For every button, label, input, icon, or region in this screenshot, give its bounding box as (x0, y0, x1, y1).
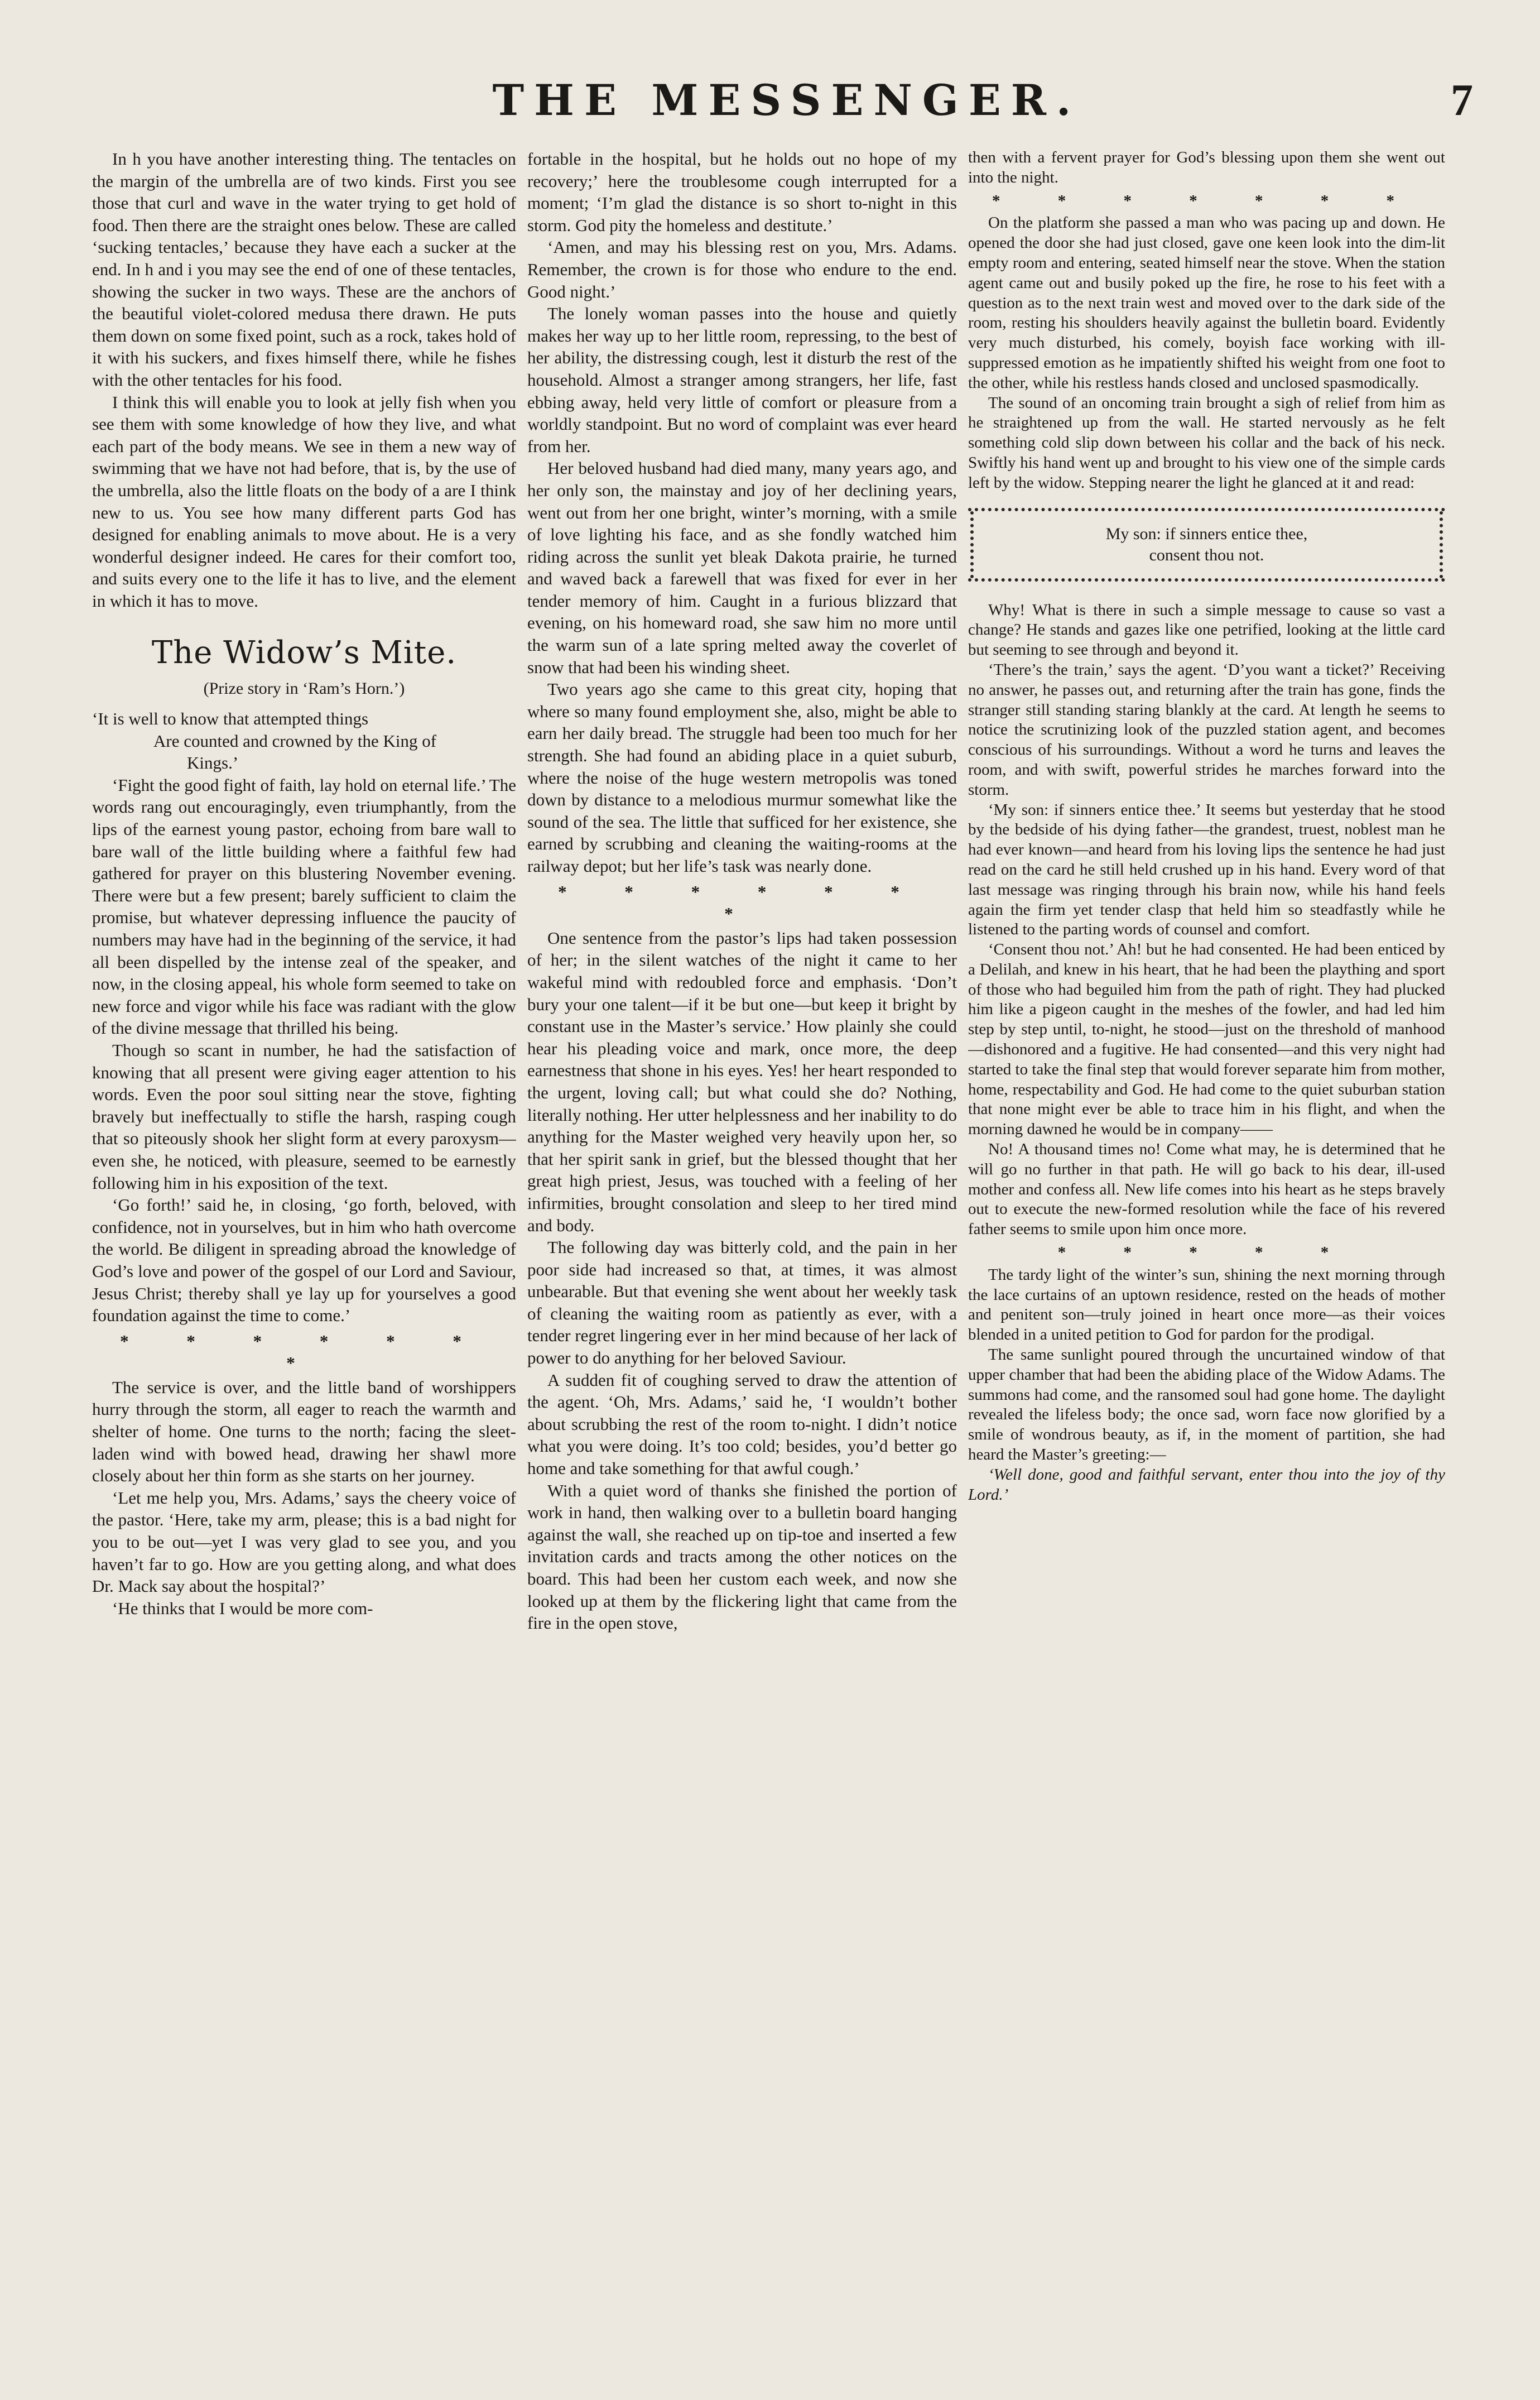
section-break-stars: * * * * * (1057, 1244, 1356, 1262)
paragraph: ‘Let me help you, Mrs. Adams,’ says the cheery voice of the pastor. ‘Here, take my arm, please; this is a bad night for you to be out—yet I was very glad to see you, and you haven’t far to go. How are you getting along, and what does Dr. Mack say about the hospital?’ (92, 1487, 516, 1596)
paragraph: The following day was bitterly cold, and the pain in her poor side had increased so that, at times, it was almost unbearable. But that evening she went about her weekly task of cleaning the waiting room as patiently as ever, with a tender regret lingering ever in her mind because of her lack of power to do anything for her beloved Saviour. (527, 1237, 957, 1368)
column-2 (527, 148, 957, 2369)
paragraph: ‘Consent thou not.’ Ah! but he had consented. He had been enticed by a Delilah, and knew in his heart, that he had been the plaything and sport of those who had beguiled him from the path of right. They had plucked him like a pigeon caught in the meshes of the fowler, and had led him step by step until, to-night, he stood—just on the threshold of manhood—dishonored and a fugitive. He had consented—and this very night had started to take the final step that would forever separate him from mother, home, respectability and God. He had come to the quiet suburban station that none might ever be able to trace him in his flight, and when the morning dawned he would be in company—— (968, 940, 1445, 1139)
paragraph: A sudden fit of coughing served to draw the attention of the agent. ‘Oh, Mrs. Adams,’ said he, ‘I wouldn’t bother about scrubbing the rest of the room to-night. I didn’t notice what you were doing. It’s too cold; besides, you’d better go home and take something for that awful cough.’ (527, 1370, 957, 1479)
column-3 (968, 148, 1445, 2369)
section-break-stars: * * * * * * * (992, 191, 1421, 210)
paragraph: The sound of an oncoming train brought a sigh of relief from him as he straightened up from the wall. He started nervously as he felt something cold slip down between his collar and the back of his neck. Swiftly his hand went up and brought to his view one of the simple cards left by the widow. Stepping nearer the light he glanced at it and read: (968, 393, 1445, 492)
column-1 (92, 148, 516, 2369)
epigraph-line: Kings.’ (187, 753, 239, 773)
invitation-card (968, 508, 1445, 582)
paragraph-continued: then with a fervent prayer for God’s blessing upon them she went out into the night. (968, 148, 1445, 186)
paragraph: The lonely woman passes into the house and quietly makes her way up to her little room, repressing, to the best of her ability, the distressing cough, lest it disturb the rest of the household. Almost a stranger among strangers, her life, fast ebbing away, held very little of comfort or pleasure from a worldly standpoint. But no word of complaint was ever heard from her. (527, 304, 957, 456)
paragraph: I think this will enable you to look at jelly fish when you see them with some knowledge of how they live, and what each part of the body means. We see in them a new way of swimming that we have not had before, that is, by the use of the umbrella, also the little floats on the body of a are I think new to us. You see how many different parts God has designed for enabling animals to move about. He is a very wonderful designer indeed. He cares for their comfort too, and suits every one to the life it has to live, and the element in which it has to move. (92, 392, 516, 611)
card-line: My son: if sinners entice thee, (1105, 524, 1308, 543)
paragraph: No! A thousand times no! Come what may, he is determined that he will go no further in that path. He will go back to his dear, ill-used mother and confess all. New life comes into his heart as he steps bravely out to execute the new-formed resolution while the face of his revered father seems to smile upon him once more. (968, 1140, 1445, 1239)
paragraph: ‘Go forth!’ said he, in closing, ‘go forth, beloved, with confidence, not in yourselves, but in him who hath overcome the world. Be diligent in spreading abroad the knowledge of God’s love and power of the gospel of our Lord and Saviour, Jesus Christ; thereby shall ye lay up for yourselves a good foundation against the time to come.’ (92, 1195, 516, 1326)
paragraph: The service is over, and the little band of worshippers hurry through the storm, all eager to reach the warmth and shelter of home. One turns to the north; facing the sleet-laden wind with bowed head, drawing her shawl more closely about her thin form as she starts on her journey. (92, 1377, 516, 1486)
paragraph: ‘My son: if sinners entice thee.’ It seems but yesterday that he stood by the bedside of his dying father—the grandest, truest, noblest man he had ever known—and heard from his loving lips the sentence he had just read on the card he still held crushed up in his hand. Every word of that last message was ringing through his brain now, while his hand feels again the firm yet tender clasp that held him so steadfastly while he listened to the parting words of counsel and comfort. (968, 800, 1445, 939)
paragraph: Two years ago she came to this great city, hoping that where so many found employment she, also, might be able to earn her daily bread. The struggle had been too much for her strength. She had found an abiding place in a quiet suburb, where the noise of the huge western metropolis was toned down by distance to a melodious murmur somewhat like the sound of the sea. The little that sufficed for her existence, she earned by scrubbing and cleaning the waiting-rooms at the railway depot; but her life’s task was nearly done. (527, 679, 957, 876)
card-line: consent thou not. (1149, 545, 1264, 564)
paragraph-continued: fortable in the hospital, but he holds out no hope of my recovery;’ here the troublesome cough interrupted for a moment; ‘I’m glad the distance is so short to-night in this storm. God pity the homeless and destitute.’ (527, 149, 957, 235)
paragraph: Her beloved husband had died many, many years ago, and her only son, the mainstay and joy of her declining years, went out from her one bright, winter’s morning, with a smile of love lighting his face, and as she fondly watched him riding across the sunlit yet bleak Dakota prairie, he turned and waved back a farewell that was fixed for ever in her tender memory of him. Caught in a furious blizzard that evening, on his homeward road, she saw him no more until the warm sun of a late spring melted away the coverlet of snow that had been his winding sheet. (527, 458, 957, 677)
paragraph: One sentence from the pastor’s lips had taken possession of her; in the silent watches of the night it came to her wakeful mind with redoubled force and emphasis. ‘Don’t bury your one talent—if it be but one—but keep it bright by constant use in the Master’s service.’ How plainly she could hear his pleading voice and mark, once more, the deep earnestness that shone in his eyes. Yes! her heart responded to the urgent, loving call; but what could she do? Nothing, literally nothing. Her utter helplessness and her inability to do anything for the Master weighed very heavily upon her, so that her spirit sank in grief, but the blessed thought that her great high priest, Jesus, was touched with a feeling of her infirmities, brought consolation and sleep to her tired mind and body. (527, 928, 957, 1235)
paragraph: The same sunlight poured through the uncurtained window of that upper chamber that had been the abiding place of the Widow Adams. The summons had come, and the ransomed soul had gone home. The daylight revealed the lifeless body; the once sad, worn face now glorified by a smile of wondrous beauty, as if, in the moment of partition, she had heard the Master’s greeting:— (968, 1346, 1445, 1464)
paragraph: ‘There’s the train,’ says the agent. ‘D’you want a ticket?’ Receiving no answer, he passes out, and returning after the train has gone, finds the stranger still standing staring blankly at the card. At length he seems to notice the scrutinizing look of the puzzled station agent, and becomes conscious of his surroundings. Without a word he turns and leaves the room, and with swift, powerful strides he marches forward into the storm. (968, 660, 1445, 799)
paragraph: The tardy light of the winter’s sun, shining the next morning through the lace curtains of an uptown residence, rested on the heads of mother and penitent son—truly joined in heart once more—as their voices blended in a united petition to God for pardon for the prodigal. (968, 1265, 1445, 1344)
epigraph-line: ‘It is well to know that attempted things (92, 709, 369, 729)
page-number: 7 (1451, 76, 1473, 125)
paragraph: ‘Fight the good fight of faith, lay hold on eternal life.’ The words rang out encouragingly, even triumphantly, from the lips of the earnest young pastor, echoing from bare wall to bare wall of the little building where a faithful few had gathered for prayer on this blustering November evening. There were but a few present; barely sufficient to claim the promise, but whatever depressing influence the paucity of numbers may have had in the beginning of the service, it had all been dispelled by the intense zeal of the speaker, and now, in the closing appeal, his whole form seemed to take on new force and vigor while his face was radiant with the glow of the divine message that thrilled his being. (92, 775, 516, 1038)
story-title: The Widow’s Mite. (151, 635, 457, 671)
paragraph: With a quiet word of thanks she finished the portion of work in hand, then walking over to a bulletin board hanging against the wall, she reached up on tip-toe and inserted a few invitation cards and tracts among the other notices on the board. This had been her custom each week, and now she looked up at them by the flickering light that came from the fire in the open stove, (527, 1480, 957, 1633)
masthead-title: THE MESSENGER. (492, 75, 1081, 125)
section-break-stars: * * * * * * * (120, 1331, 488, 1373)
story-subtitle: (Prize story in ‘Ram’s Horn.’) (203, 679, 405, 698)
paragraph: Why! What is there in such a simple message to cause so vast a change? He stands and gazes like one petrified, looking at the little card but seeming to see through and beyond it. (968, 601, 1445, 659)
masthead (100, 73, 1473, 134)
paragraph: In h you have another interesting thing. The tentacles on the margin of the umbrella are of two kinds. First you see those that curl and wave in the water trying to get hold of food. Then there are the straight ones below. These are called ‘sucking tentacles,’ because they have each a sucker at the end. In h and i you may see the end of one of these tentacles, showing the sucker in two ways. These are the anchors of the beautiful violet-colored medusa there drawn. He puts them down on some fixed point, such as a rock, takes hold of it with his suckers, and fixes himself there, while he fishes with the other tentacles for his food. (92, 149, 516, 390)
paragraph: Though so scant in number, he had the satisfaction of knowing that all present were giving eager attention to his words. Even the poor soul sitting near the stove, fighting bravely but ineffectually to stifle the harsh, rasping cough that so piteously shook her slight form at every paroxysm—even she, he noticed, with pleasure, seemed to be earnestly following him in his exposition of the text. (92, 1040, 516, 1193)
paragraph: ‘Amen, and may his blessing rest on you, Mrs. Adams. Remember, the crown is for those who endure to the end. Good night.’ (527, 237, 957, 301)
paragraph: On the platform she passed a man who was pacing up and down. He opened the door she had just closed, gave one keen look into the dim-lit empty room and entering, seated himself near the stove. When the station agent came out and busily poked up the fire, he rose to his feet with a question as to the next train west and moved over to the dark side of the room, resting his shoulders heavily against the bulletin board. Evidently very much disturbed, his comely, boyish face working with ill-suppressed emotion as he impatiently shifted his weight from one foot to the other, while his restless hands closed and unclosed spasmodically. (968, 214, 1445, 392)
section-break-stars: * * * * * * * (558, 881, 926, 924)
paragraph: ‘He thinks that I would be more com- (112, 1598, 373, 1618)
epigraph (92, 708, 516, 774)
closing-quote: ‘Well done, good and faithful servant, enter thou into the joy of thy Lord.’ (968, 1465, 1445, 1504)
epigraph-line: Are counted and crowned by the King of (153, 731, 437, 751)
